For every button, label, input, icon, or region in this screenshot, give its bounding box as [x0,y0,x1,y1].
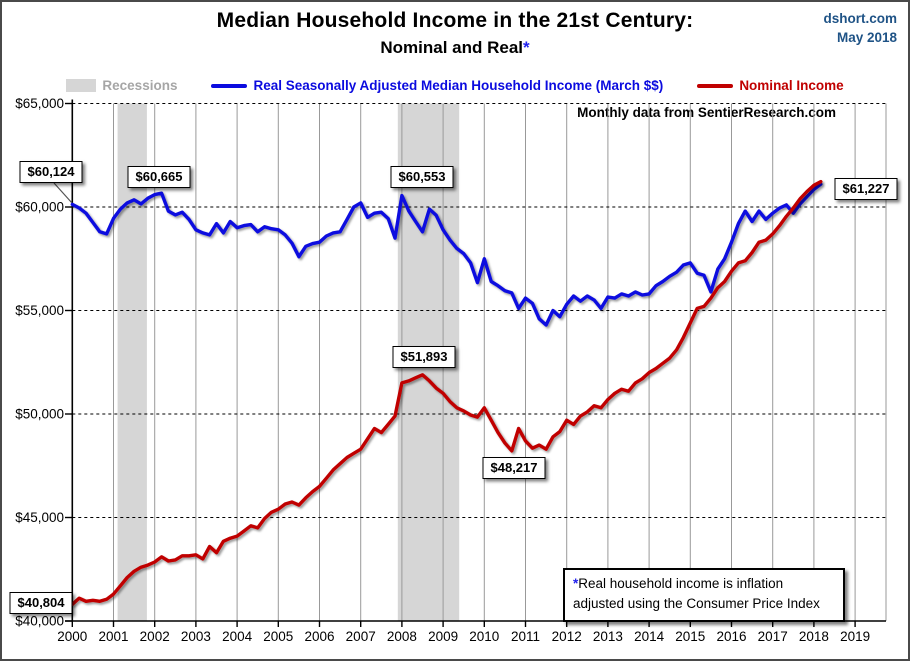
x-tick-label: 2007 [345,629,376,644]
x-tick-label: 2003 [180,629,211,644]
callout-label: $60,124 [20,161,83,183]
legend-recessions-label: Recessions [102,78,178,93]
footnote-asterisk: * [573,576,579,591]
callout-label: $61,227 [835,178,898,200]
data-source-note: Monthly data from SentierResearch.com [577,105,836,120]
x-tick-label: 2010 [469,629,500,644]
legend-real-label: Real Seasonally Adjusted Median Household Income (March $$) [253,78,664,93]
chart-plot-area [2,2,910,661]
x-tick-label: 2015 [675,629,706,644]
x-tick-label: 2011 [510,629,541,644]
x-tick-label: 2012 [551,629,582,644]
x-tick-label: 2008 [386,629,417,644]
x-tick-label: 2016 [716,629,747,644]
x-tick-label: 2001 [98,629,129,644]
x-tick-label: 2000 [57,629,88,644]
callout-label: $48,217 [483,457,546,479]
x-tick-label: 2004 [222,629,253,644]
x-tick-label: 2017 [757,629,788,644]
y-tick-label: $45,000 [15,510,64,525]
x-tick-label: 2002 [139,629,170,644]
y-tick-label: $40,000 [15,613,64,629]
chart-subtitle-text: Nominal and Real [380,38,523,57]
callout-label: $60,665 [128,166,191,188]
x-tick-label: 2014 [634,629,665,644]
source-site: dshort.com [823,11,897,26]
callout-label: $40,804 [10,592,73,614]
y-tick-label: $55,000 [15,303,64,318]
x-tick-label: 2009 [428,629,459,644]
footnote-text: Real household income is inflation adjusted using the Consumer Price Index [573,576,820,612]
chart-title: Median Household Income in the 21st Century: [216,9,694,32]
x-tick-label: 2013 [592,629,623,644]
x-tick-label: 2005 [263,629,294,644]
x-tick-label: 2018 [798,629,829,644]
y-tick-label: $60,000 [15,199,64,215]
callout-label: $60,553 [391,166,454,188]
callout-label: $51,893 [393,346,456,368]
x-tick-label: 2019 [840,629,871,644]
x-tick-label: 2006 [304,629,335,644]
legend-nominal-label: Nominal Income [739,78,844,93]
source-date: May 2018 [836,29,897,45]
footnote-asterisk-marker: * [523,38,530,57]
y-tick-label: $50,000 [15,406,64,422]
footnote-box [563,568,845,622]
y-tick-label: $65,000 [15,96,64,111]
